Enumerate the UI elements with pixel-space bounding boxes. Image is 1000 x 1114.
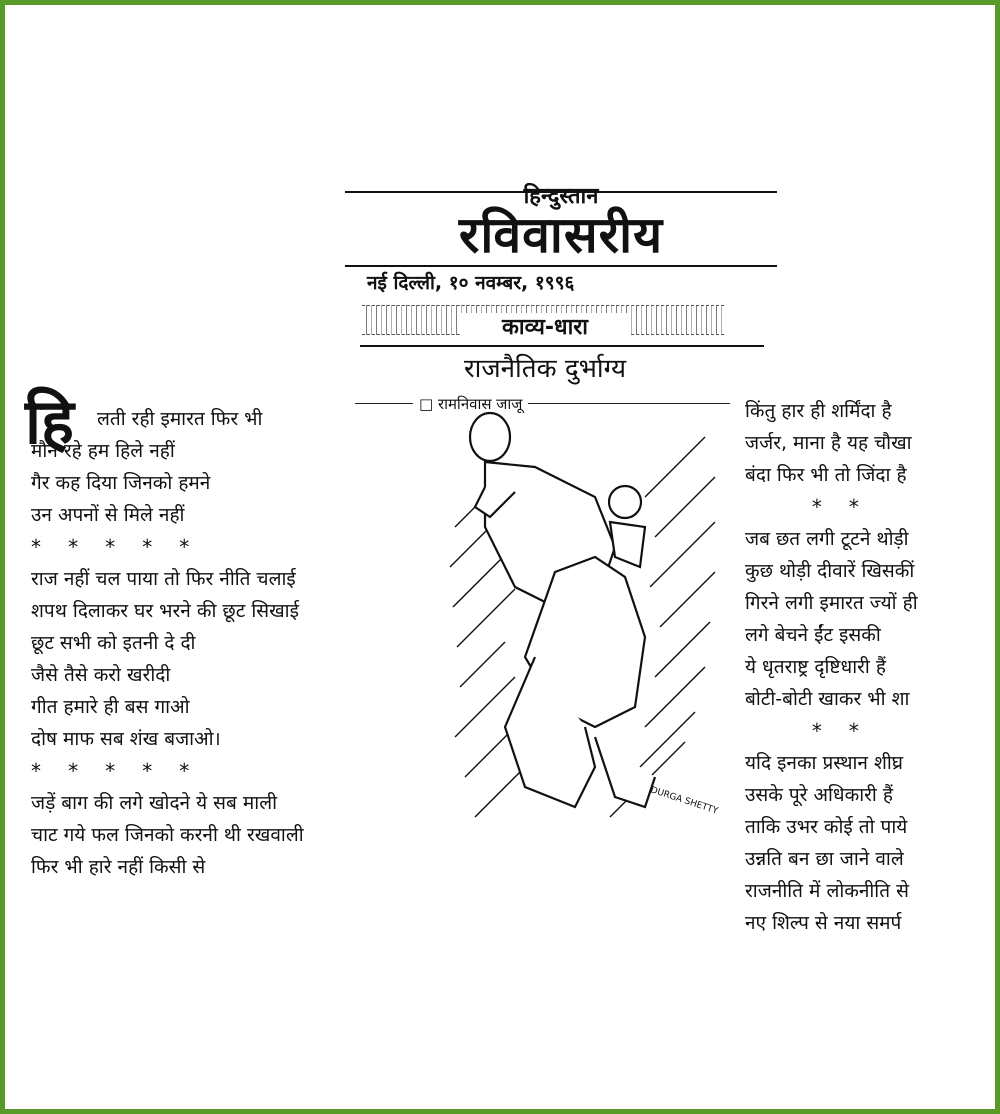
- poem-line: जैसे तैसे करो खरीदी: [31, 664, 171, 686]
- poem-line: किंतु हार ही शर्मिंदा है: [745, 400, 892, 422]
- dateline: नई दिल्ली, १० नवम्बर, १९९६: [367, 272, 575, 294]
- figure-leg: [595, 737, 655, 807]
- drop-cap: हि: [25, 385, 74, 458]
- poem-left-column: [31, 403, 451, 883]
- section-title: रविवासरीय: [458, 205, 664, 264]
- poem-line: बंदा फिर भी तो जिंदा है: [745, 464, 907, 486]
- poem-line: चाट गये फल जिनको करनी थी रखवाली: [31, 824, 304, 846]
- illustration-signature: DURGA SHETTY: [649, 785, 719, 817]
- poem-line: ये धृतराष्ट्र दृष्टिधारी हैं: [745, 656, 886, 678]
- poem-line: राजनीति में लोकनीति से: [745, 880, 909, 902]
- figures: [470, 413, 655, 807]
- poem-line: शपथ दिलाकर घर भरने की छूट सिखाई: [31, 600, 299, 622]
- poem-line: गिरने लगी इमारत ज्यों ही: [745, 592, 918, 614]
- poem-line: दोष माफ सब शंख बजाओ।: [31, 728, 221, 750]
- poem-line: गैर कह दिया जिनको हमने: [31, 472, 211, 494]
- stanza-separator: * *: [745, 719, 861, 743]
- masthead-bottom-rule: [360, 345, 764, 347]
- column-name: काव्य-धारा: [460, 313, 630, 343]
- poem-title: राजनैतिक दुर्भाग्य: [463, 354, 627, 384]
- figure-head: [470, 413, 510, 461]
- poem-line: नए शिल्प से नया समर्प: [745, 912, 902, 934]
- child-head: [609, 486, 641, 518]
- poem-line: ताकि उभर कोई तो पाये: [745, 816, 908, 838]
- poem-line: कुछ थोड़ी दीवारें खिसकीं: [745, 560, 915, 582]
- poem-line: जर्जर, माना है यह चौखा: [745, 432, 912, 454]
- poem-line: गीत हमारे ही बस गाओ: [31, 696, 190, 718]
- poem-right-column: [745, 395, 1000, 939]
- poem-line: मौन रहे हम हिले नहीं: [31, 440, 175, 462]
- poem-line: उसके पूरे अधिकारी हैं: [745, 784, 893, 806]
- stanza-separator: * *: [745, 495, 861, 519]
- poem-line: उन अपनों से मिले नहीं: [31, 504, 185, 526]
- poem-line: जड़ें बाग की लगे खोदने ये सब माली: [31, 792, 277, 814]
- byline: □ रामनिवास जाजू: [413, 395, 528, 413]
- poem-line: राज नहीं चल पाया तो फिर नीति चलाई: [31, 568, 296, 590]
- paper-name: हिन्दुस्तान: [523, 184, 599, 209]
- poem-line: उन्नति बन छा जाने वाले: [745, 848, 904, 870]
- poem-line: छूट सभी को इतनी दे दी: [31, 632, 196, 654]
- stanza-separator: * * * * *: [31, 535, 192, 559]
- illustration: [445, 407, 720, 832]
- poem-line: यदि इनका प्रस्थान शीघ्र: [745, 752, 904, 774]
- masthead-mid-rule: [345, 265, 777, 267]
- poem-line: फिर भी हारे नहीं किसी से: [31, 856, 206, 878]
- stanza-separator: * * * * *: [31, 759, 192, 783]
- poem-line: बोटी-बोटी खाकर भी शा: [745, 688, 910, 710]
- child-body: [610, 522, 645, 567]
- poem-line: जब छत लगी टूटने थोड़ी: [745, 528, 909, 550]
- poem-line: लगे बेचने ईंट इसकी: [745, 624, 881, 646]
- poem-line: लती रही इमारत फिर भी: [97, 408, 263, 430]
